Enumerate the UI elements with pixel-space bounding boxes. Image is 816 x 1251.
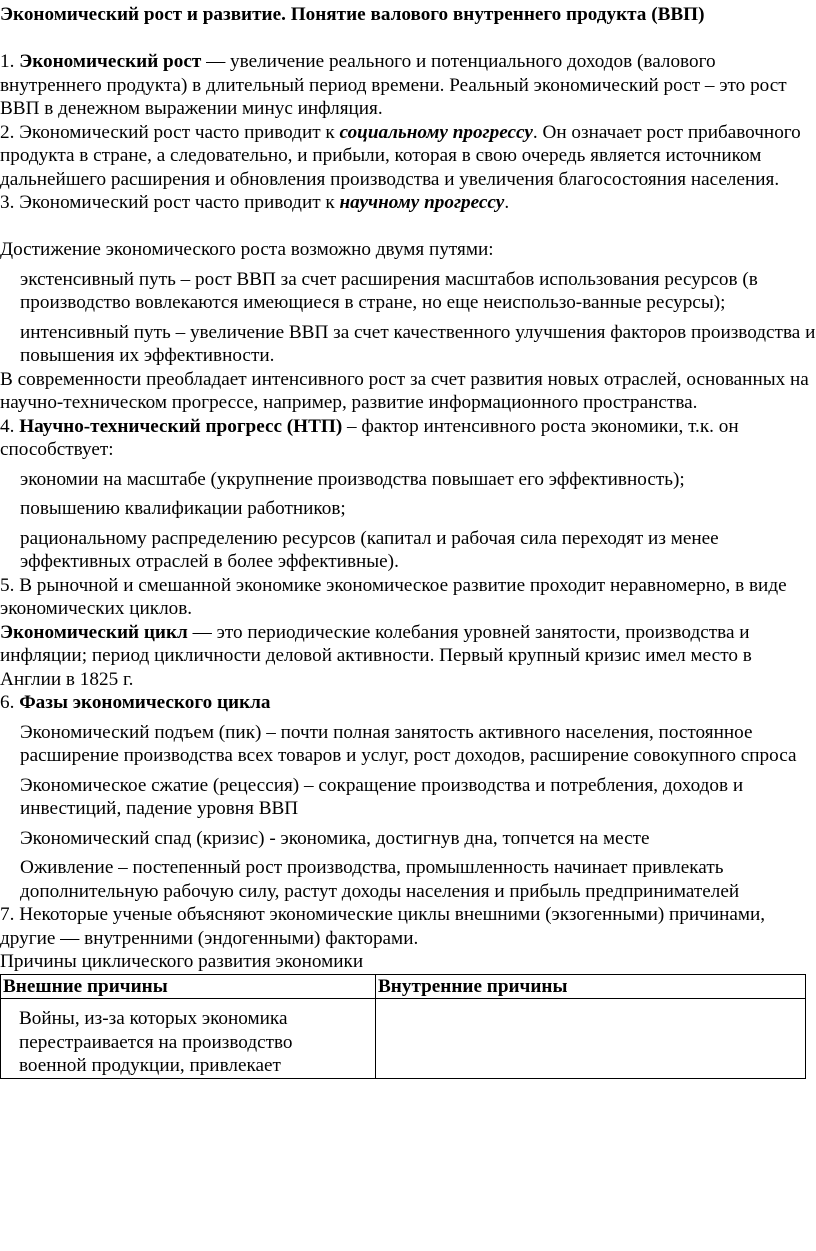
- table-row: [1, 999, 806, 1079]
- section-4-term: Научно-технический прогресс (НТП): [19, 415, 343, 437]
- section-1-term: Экономический рост: [19, 51, 202, 72]
- list-item: Оживление – постепенный рост производства, промышленность начинает привлекать дополнительную рабочую силу, растут доходы населения и прибыль предпринимателей: [20, 857, 740, 902]
- page-title: Экономический рост и развитие. Понятие валового внутреннего продукта (ВВП): [0, 4, 705, 25]
- table-header-external: Внешние причины: [1, 974, 376, 999]
- section-4-text: – фактор интенсивного роста экономики, т.к. он способствует:: [0, 415, 739, 460]
- spacer: [0, 27, 816, 51]
- section-1-num: 1.: [0, 51, 20, 72]
- section-4: [0, 415, 816, 462]
- section-7: 7. Некоторые ученые объясняют экономические циклы внешними (экзогенными) причинами, другие — внутренними (эндогенными) факторами.: [0, 904, 766, 949]
- table-header-row: [1, 974, 806, 999]
- paths-intro: Достижение экономического роста возможно двумя путями:: [0, 239, 494, 260]
- table-cell: [1, 999, 376, 1079]
- table-cell-text: Войны, из-за которых экономика перестраивается на производство военной продукции, привлекает: [19, 1008, 293, 1076]
- section-6-num: 6.: [0, 692, 20, 713]
- section-6: [0, 691, 816, 715]
- section-4-num: 4.: [0, 415, 20, 437]
- causes-table: [0, 974, 806, 1079]
- section-2-pre: 2. Экономический рост часто приводит к: [0, 121, 340, 143]
- section-5: 5. В рыночной и смешанной экономике экономическое развитие проходит неравномерно, в виде экономических циклов.: [0, 574, 787, 619]
- section-2: [0, 121, 816, 192]
- section-1: [0, 50, 816, 121]
- section-1-text: — увеличение реального и потенциального доходов (валового внутреннего продукта) в длительный период времени. Реальный экономический рост – это рост ВВП в денежном выражении минус инфляция.: [0, 51, 787, 119]
- section-3-text: .: [504, 192, 510, 213]
- section-3-term: научному прогрессу: [339, 192, 505, 213]
- spacer: [0, 215, 816, 239]
- list-item: Экономическое сжатие (рецессия) – сокращение производства и потребления, доходов и инвестиций, падение уровня ВВП: [20, 774, 744, 819]
- list-item: рациональному распределению ресурсов (капитал и рабочая сила переходят из менее эффективных отраслей в более эффективные).: [20, 527, 719, 572]
- section-5-definition: — это периодические колебания уровней занятости, производства и инфляции; период цикличности деловой активности. Первый крупный кризис имел место в Англии в 1825 г.: [0, 621, 752, 690]
- list-item: Экономический подъем (пик) – почти полная занятость активного населения, постоянное расширение производства всех товаров и услуг, рост доходов, расширение совокупного спроса: [20, 721, 797, 766]
- table-header-internal: Внутренние причины: [376, 974, 806, 999]
- section-5-cycle: [0, 621, 816, 692]
- list-item: интенсивный путь – увеличение ВВП за счет качественного улучшения факторов производства и повышения их эффективности.: [20, 321, 816, 366]
- list-item: экономии на масштабе (укрупнение производства повышает его эффективность);: [20, 468, 685, 490]
- section-5-term: Экономический цикл: [0, 621, 188, 643]
- table-cell: [376, 999, 806, 1079]
- section-3-pre: 3. Экономический рост часто приводит к: [0, 192, 340, 213]
- list-item: Экономический спад (кризис) - экономика, достигнув дна, топчется на месте: [20, 827, 650, 849]
- table-caption: Причины циклического развития экономики: [0, 951, 364, 972]
- section-6-term: Фазы экономического цикла: [19, 692, 271, 713]
- section-3: [0, 191, 816, 215]
- section-2-text: . Он означает рост прибавочного продукта в стране, а следовательно, и прибыли, которая в свою очередь является источником дальнейшего расширения и обновления производства и увеличения благосостояния населения.: [0, 121, 801, 190]
- paths-modern: В современности преобладает интенсивного рост за счет развития новых отраслей, основанных на научно-техническом прогрессе, например, развитие информационного пространства.: [0, 368, 809, 413]
- table-cell-text: [378, 999, 803, 1007]
- list-item: повышению квалификации работников;: [20, 498, 346, 519]
- list-item: экстенсивный путь – рост ВВП за счет расширения масштабов использования ресурсов (в производство вовлекаются имеющиеся в стране, но еще неиспользо-ванные ресурсы);: [20, 268, 758, 313]
- section-2-term: социальному прогрессу: [339, 121, 533, 143]
